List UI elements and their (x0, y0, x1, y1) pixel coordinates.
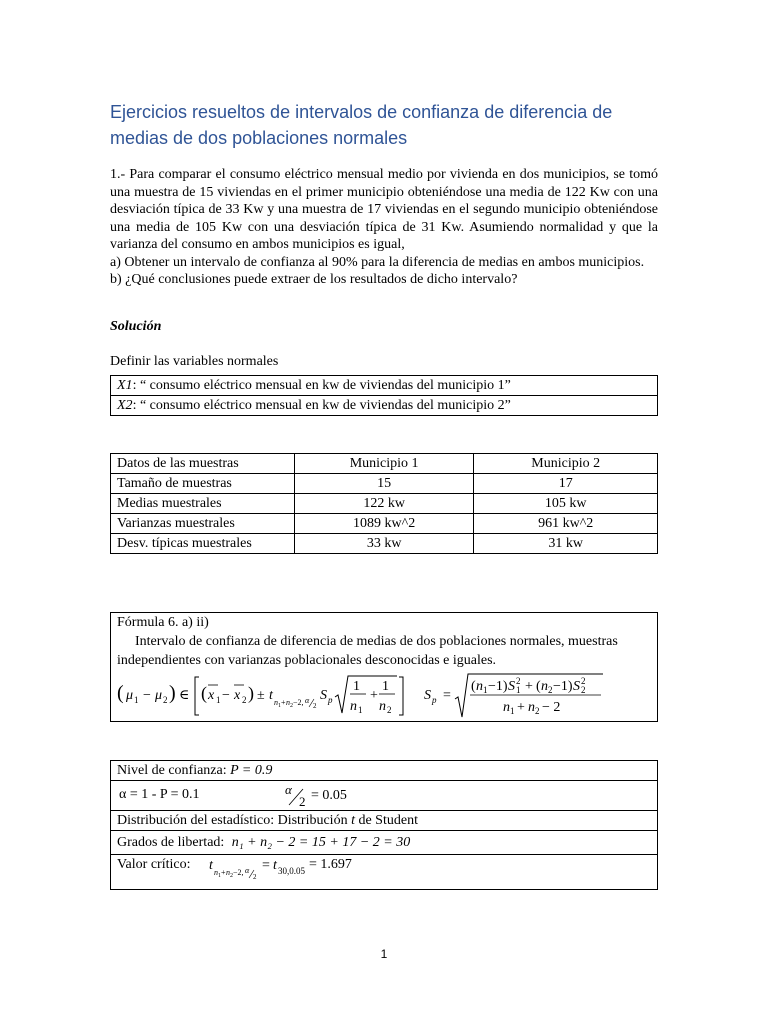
svg-text:30,0.05: 30,0.05 (278, 866, 305, 876)
svg-text:1: 1 (483, 685, 488, 695)
svg-text:x: x (234, 688, 241, 703)
variable-name: X2 (117, 398, 133, 413)
problem-part-a: a) Obtener un intervalo de confianza al 90% para la diferencia de medias en ambos municipios. (110, 254, 645, 270)
svg-text:2: 2 (163, 695, 168, 705)
confidence-label: Nivel de confianza: (117, 763, 227, 778)
table-header-row (111, 454, 658, 474)
svg-text:2: 2 (290, 703, 293, 709)
table-cell: Varianzas muestrales (111, 514, 295, 534)
svg-text:): ) (169, 682, 176, 704)
svg-text:2: 2 (230, 873, 233, 879)
table-cell: 1089 kw^2 (294, 514, 474, 534)
svg-text:+: + (221, 868, 226, 877)
table-row (111, 831, 658, 855)
svg-text:μ: μ (155, 688, 163, 703)
problem-text: 1.- Para comparar el consumo eléctrico mensual medio por vivienda en dos municipios, se tomó una muestra de 15 viviendas en el primer municipio obteniéndose una media de 122 Kw con una desviación típica de 33 Kw y una muestra de 17 viviendas en el segundo municipio obteniéndose una media de 105 Kw con una desviación típica de 31 Kw. Asumiendo normalidad y que la varianza del consumo en ambos municipios es igual, (110, 167, 658, 252)
svg-text:1: 1 (358, 705, 363, 715)
svg-text:=: = (262, 858, 270, 873)
svg-text:n: n (379, 699, 386, 714)
svg-text:): ) (248, 683, 254, 703)
svg-text:+: + (370, 688, 378, 703)
table-row (111, 514, 658, 534)
svg-text:2: 2 (299, 794, 306, 809)
table-row (111, 855, 658, 890)
svg-text:n: n (476, 679, 483, 694)
svg-text:+: + (281, 698, 286, 707)
svg-text:p: p (328, 695, 333, 705)
svg-text:1: 1 (278, 703, 281, 709)
variable-desc: : “ consumo eléctrico mensual en kw de viviendas del municipio 2” (132, 398, 511, 413)
svg-text:1: 1 (216, 695, 221, 705)
svg-text:− 2: − 2 (542, 700, 561, 715)
svg-text:1: 1 (510, 706, 515, 716)
table-cell: 961 kw^2 (474, 514, 658, 534)
table-cell: 33 kw (294, 534, 474, 554)
svg-text:S: S (320, 688, 327, 703)
variable-desc: : “ consumo eléctrico mensual en kw de viviendas del municipio 1” (132, 378, 511, 393)
table-cell: Medias muestrales (111, 494, 295, 514)
table-cell: 15 (294, 474, 474, 494)
formula-heading: Fórmula 6. a) ii) (117, 615, 209, 630)
svg-text:α: α (285, 783, 292, 797)
svg-text:−1): −1) (553, 679, 573, 694)
critical-value: = 1.697 (309, 857, 352, 872)
svg-text:2: 2 (581, 685, 586, 695)
problem-part-b: b) ¿Qué conclusiones puede extraer de los resultados de dicho intervalo? (110, 272, 518, 287)
svg-text:μ: μ (126, 688, 134, 703)
table-cell: Desv. típicas muestrales (111, 534, 295, 554)
svg-text:t: t (209, 858, 213, 873)
svg-text:1: 1 (218, 873, 221, 879)
solution-heading: Solución (110, 319, 162, 334)
table-row (111, 811, 658, 831)
svg-text:2: 2 (535, 706, 540, 716)
table-row (111, 474, 658, 494)
svg-text:t: t (273, 858, 277, 873)
svg-text:(: ( (536, 679, 541, 694)
svg-text:2: 2 (516, 676, 521, 686)
formula-box (110, 612, 658, 722)
table-cell: 122 kw (294, 494, 474, 514)
alpha-half-fraction (283, 783, 313, 809)
distribution-suffix: de Student (358, 813, 418, 828)
table-row (111, 781, 658, 811)
svg-text:+: + (517, 700, 525, 715)
svg-text:(: ( (117, 682, 124, 704)
svg-text:−: − (143, 688, 151, 703)
formula-description: Intervalo de confianza de diferencia de medias de dos poblaciones normales, muestras independientes con varianzas poblacionales desconocidas e iguales. (117, 634, 618, 668)
svg-text:2: 2 (313, 702, 317, 710)
table-header-cell: Municipio 1 (294, 454, 474, 474)
svg-text:±: ± (257, 688, 265, 703)
svg-text:t: t (269, 688, 273, 703)
variable-row (111, 396, 658, 416)
svg-text:∈: ∈ (179, 688, 190, 703)
sample-data-table (110, 453, 658, 554)
variable-name: X1 (117, 378, 133, 393)
svg-text:−1): −1) (488, 679, 508, 694)
svg-text:+: + (525, 679, 533, 694)
svg-text:−2,: −2, (233, 868, 244, 877)
table-header-cell: Datos de las muestras (111, 454, 295, 474)
svg-text:(: ( (471, 679, 476, 694)
svg-text:n: n (350, 699, 357, 714)
variables-label: Definir las variables normales (110, 354, 279, 369)
svg-text:1: 1 (134, 695, 139, 705)
table-cell: 105 kw (474, 494, 658, 514)
svg-text:(: ( (201, 683, 207, 703)
svg-text:−: − (222, 688, 230, 703)
table-row (111, 761, 658, 781)
svg-text:n: n (286, 698, 290, 707)
df-expression: n₁ + n₂ − 2 = 15 + 17 − 2 = 30 (231, 835, 411, 850)
svg-text:2: 2 (253, 873, 257, 881)
alpha-expression: α = 1 - P = 0.1 (119, 787, 200, 802)
distribution-t: t (351, 813, 355, 828)
alpha-half-value: = 0.05 (311, 788, 347, 803)
svg-text:x: x (208, 688, 215, 703)
svg-text:2: 2 (242, 695, 247, 705)
problem-statement (110, 166, 658, 289)
svg-text:n: n (274, 698, 278, 707)
critical-label: Valor crítico: (117, 857, 191, 872)
svg-text:S: S (424, 688, 431, 703)
svg-text:n: n (503, 700, 510, 715)
table-row (111, 534, 658, 554)
svg-text:2: 2 (548, 685, 553, 695)
svg-text:1: 1 (516, 685, 521, 695)
svg-text:α: α (245, 866, 250, 875)
svg-text:n: n (528, 700, 535, 715)
table-cell: 31 kw (474, 534, 658, 554)
svg-text:n: n (214, 868, 218, 877)
svg-text:2: 2 (387, 705, 392, 715)
confidence-value: P = 0.9 (230, 763, 273, 778)
svg-text:S: S (573, 679, 580, 694)
page-title: Ejercicios resueltos de intervalos de confianza de diferencia de medias de dos poblaciones normales (110, 102, 613, 148)
svg-text:2: 2 (581, 676, 586, 686)
svg-text:p: p (432, 695, 437, 705)
page-number: 1 (380, 947, 388, 961)
svg-text:1: 1 (382, 679, 389, 694)
svg-text:S: S (508, 679, 515, 694)
svg-text:n: n (226, 868, 230, 877)
critical-subscript (207, 856, 397, 886)
table-row (111, 494, 658, 514)
confidence-interval-formula (117, 673, 651, 719)
table-cell: 17 (474, 474, 658, 494)
df-label: Grados de libertad: (117, 835, 225, 850)
table-header-cell: Municipio 2 (474, 454, 658, 474)
variables-table (110, 375, 658, 416)
svg-text:−2,: −2, (293, 698, 304, 707)
svg-text:n: n (541, 679, 548, 694)
calculation-table (110, 760, 658, 890)
table-cell: Tamaño de muestras (111, 474, 295, 494)
distribution-label: Distribución del estadístico: Distribución (117, 813, 348, 828)
svg-text:=: = (443, 688, 451, 703)
svg-text:1: 1 (353, 679, 360, 694)
svg-text:α: α (305, 696, 310, 705)
variable-row (111, 376, 658, 396)
